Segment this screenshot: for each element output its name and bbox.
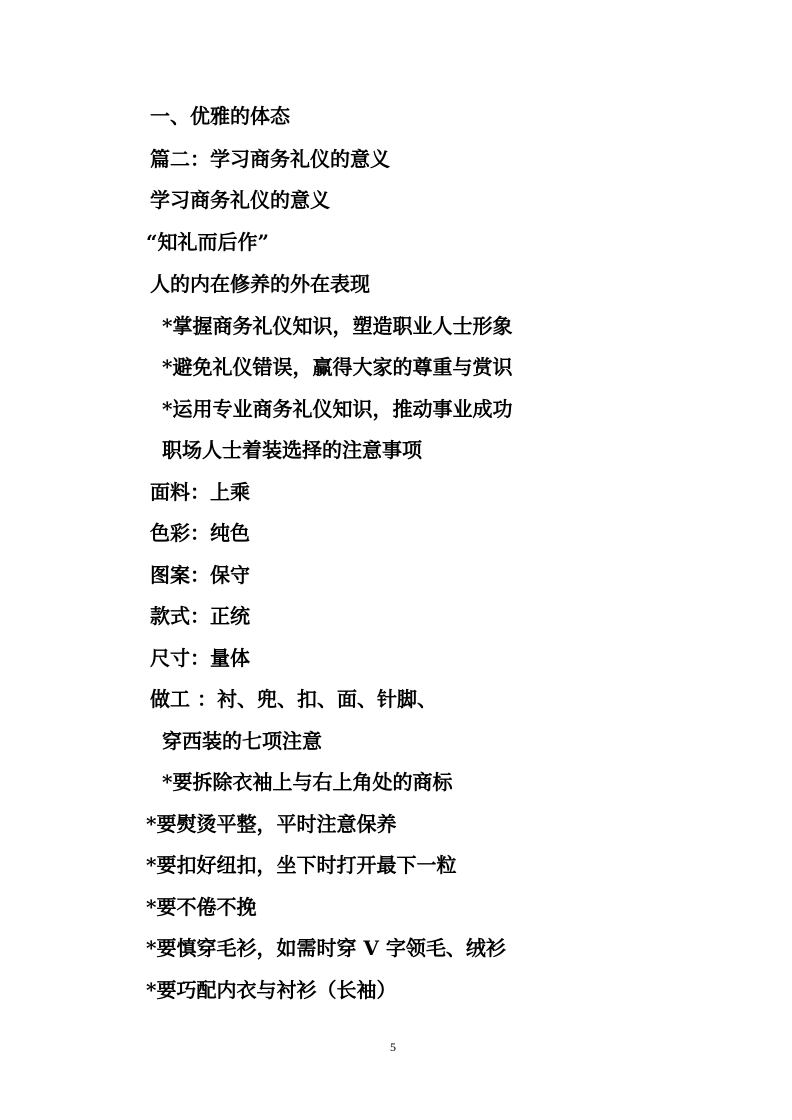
bullet-item: *要不倦不挽 [146,895,257,919]
quote-line: “知礼而后作” [146,230,270,254]
section-title: 穿西装的七项注意 [162,729,322,753]
text-line: 款式：正统 [150,604,250,628]
text-line: 做工 ：衬、兜、扣、面、针脚、 [150,687,437,711]
page-number: 5 [390,1040,396,1054]
text-line: 图案：保守 [150,563,250,587]
bullet-item: *要拆除衣袖上与右上角处的商标 [162,770,453,794]
chapter-title: 篇二：学习商务礼仪的意义 [150,147,390,171]
text-line: 色彩：纯色 [150,521,250,545]
text-line: 人的内在修养的外在表现 [150,272,370,296]
section-title: 学习商务礼仪的意义 [150,188,330,212]
text-line: 尺寸：量体 [150,646,250,670]
bullet-item: *运用专业商务礼仪知识，推动事业成功 [162,397,513,421]
bullet-item: *要巧配内衣与衬衫（长袖） [146,978,397,1002]
bullet-item: *避免礼仪错误，赢得大家的尊重与赏识 [162,355,513,379]
bullet-item: *要慎穿毛衫，如需时穿 V 字领毛、绒衫 [146,936,506,960]
text-line: 面料：上乘 [150,480,250,504]
bullet-item: *要熨烫平整，平时注意保养 [146,812,397,836]
bullet-item: *要扣好纽扣，坐下时打开最下一粒 [146,853,457,877]
heading-graceful-posture: 一、优雅的体态 [150,104,290,128]
section-title: 职场人士着装选择的注意事项 [162,438,422,462]
bullet-item: *掌握商务礼仪知识，塑造职业人士形象 [162,314,513,338]
